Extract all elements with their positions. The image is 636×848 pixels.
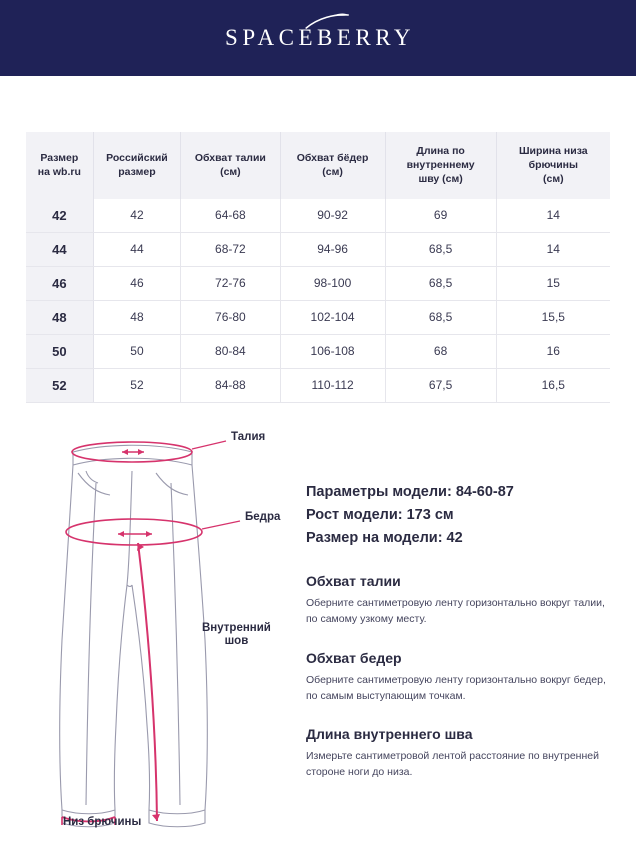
section-hips-body: Оберните сантиметровую ленту горизонтально вокруг бедер, по самым выступающим точкам. bbox=[306, 673, 606, 702]
column-header-ru-size: Российский размер bbox=[93, 132, 181, 199]
table-cell: 76-80 bbox=[181, 300, 280, 334]
swoosh-icon bbox=[304, 12, 350, 35]
table-cell: 106-108 bbox=[280, 334, 385, 368]
size-table bbox=[26, 132, 610, 403]
table-cell: 64-68 bbox=[181, 199, 280, 233]
table-cell: 68,5 bbox=[385, 232, 496, 266]
table-cell: 44 bbox=[26, 232, 93, 266]
table-cell: 44 bbox=[93, 232, 181, 266]
table-row bbox=[26, 199, 610, 233]
column-header-wb-size: Размер на wb.ru bbox=[26, 132, 93, 199]
label-hips: Бедра bbox=[245, 510, 281, 523]
table-cell: 50 bbox=[93, 334, 181, 368]
label-inseam-line1: Внутренний bbox=[202, 621, 271, 634]
table-row bbox=[26, 334, 610, 368]
table-cell: 68,5 bbox=[385, 266, 496, 300]
brand-name: SPACEBERRY bbox=[225, 25, 415, 50]
table-cell: 68,5 bbox=[385, 300, 496, 334]
hips-measure-ellipse bbox=[66, 519, 202, 545]
table-cell: 48 bbox=[93, 300, 181, 334]
section-hips bbox=[306, 650, 610, 705]
table-cell: 102-104 bbox=[280, 300, 385, 334]
table-cell: 69 bbox=[385, 199, 496, 233]
trousers-illustration bbox=[26, 425, 294, 845]
table-cell: 94-96 bbox=[280, 232, 385, 266]
table-cell: 68-72 bbox=[181, 232, 280, 266]
column-header-hips: Обхват бёдер (см) bbox=[280, 132, 385, 199]
table-cell: 90-92 bbox=[280, 199, 385, 233]
column-header-leg-opening: Ширина низа брючины (см) bbox=[496, 132, 610, 199]
table-cell: 14 bbox=[496, 232, 610, 266]
table-cell: 52 bbox=[93, 368, 181, 402]
model-size: Размер на модели: 42 bbox=[306, 530, 463, 547]
section-hips-title: Обхват бедер bbox=[306, 649, 402, 666]
section-waist-title: Обхват талии bbox=[306, 572, 401, 589]
table-body bbox=[26, 199, 610, 403]
table-cell: 48 bbox=[26, 300, 93, 334]
column-header-inseam: Длина по внутреннему шву (см) bbox=[385, 132, 496, 199]
section-waist-body: Оберните сантиметровую ленту горизонтально вокруг талии, по самому узкому месту. bbox=[306, 596, 605, 626]
column-header-waist: Обхват талии (см) bbox=[181, 132, 280, 199]
page-header bbox=[0, 0, 636, 76]
table-row bbox=[26, 300, 610, 334]
table-cell: 16,5 bbox=[496, 368, 610, 402]
table-row bbox=[26, 232, 610, 266]
table-cell: 72-76 bbox=[181, 266, 280, 300]
table-cell: 16 bbox=[496, 334, 610, 368]
table-cell: 15,5 bbox=[496, 300, 610, 334]
table-cell: 42 bbox=[26, 199, 93, 233]
table-row bbox=[26, 368, 610, 402]
table-cell: 14 bbox=[496, 199, 610, 233]
table-header-row bbox=[26, 132, 610, 199]
model-measurements: Параметры модели: 84-60-87 bbox=[306, 483, 514, 500]
label-leg-opening: Низ брючины bbox=[63, 815, 142, 828]
section-inseam-body: Измерьте сантиметровой лентой расстояние по внутренней стороне ноги до низа. bbox=[306, 750, 599, 779]
table-cell: 42 bbox=[93, 199, 181, 233]
table-row bbox=[26, 266, 610, 300]
label-inseam-line2: шов bbox=[224, 635, 249, 648]
label-inseam bbox=[202, 622, 271, 650]
table-cell: 67,5 bbox=[385, 368, 496, 402]
section-inseam bbox=[306, 726, 610, 781]
table-cell: 80-84 bbox=[181, 334, 280, 368]
table-cell: 52 bbox=[26, 368, 93, 402]
section-waist bbox=[306, 573, 610, 628]
label-waist: Талия bbox=[231, 430, 266, 443]
table-cell: 98-100 bbox=[280, 266, 385, 300]
brand-logo bbox=[221, 25, 415, 51]
table-cell: 46 bbox=[26, 266, 93, 300]
section-inseam-title: Длина внутреннего шва bbox=[306, 726, 473, 743]
size-table-container bbox=[0, 76, 636, 403]
table-cell: 46 bbox=[93, 266, 181, 300]
model-height: Рост модели: 173 см bbox=[306, 507, 454, 523]
model-params bbox=[306, 481, 610, 551]
inseam-measure-line bbox=[138, 543, 157, 821]
table-cell: 110-112 bbox=[280, 368, 385, 402]
table-cell: 15 bbox=[496, 266, 610, 300]
measurement-guide bbox=[0, 403, 636, 845]
table-cell: 68 bbox=[385, 334, 496, 368]
table-cell: 84-88 bbox=[181, 368, 280, 402]
info-panel bbox=[294, 425, 610, 845]
table-cell: 50 bbox=[26, 334, 93, 368]
